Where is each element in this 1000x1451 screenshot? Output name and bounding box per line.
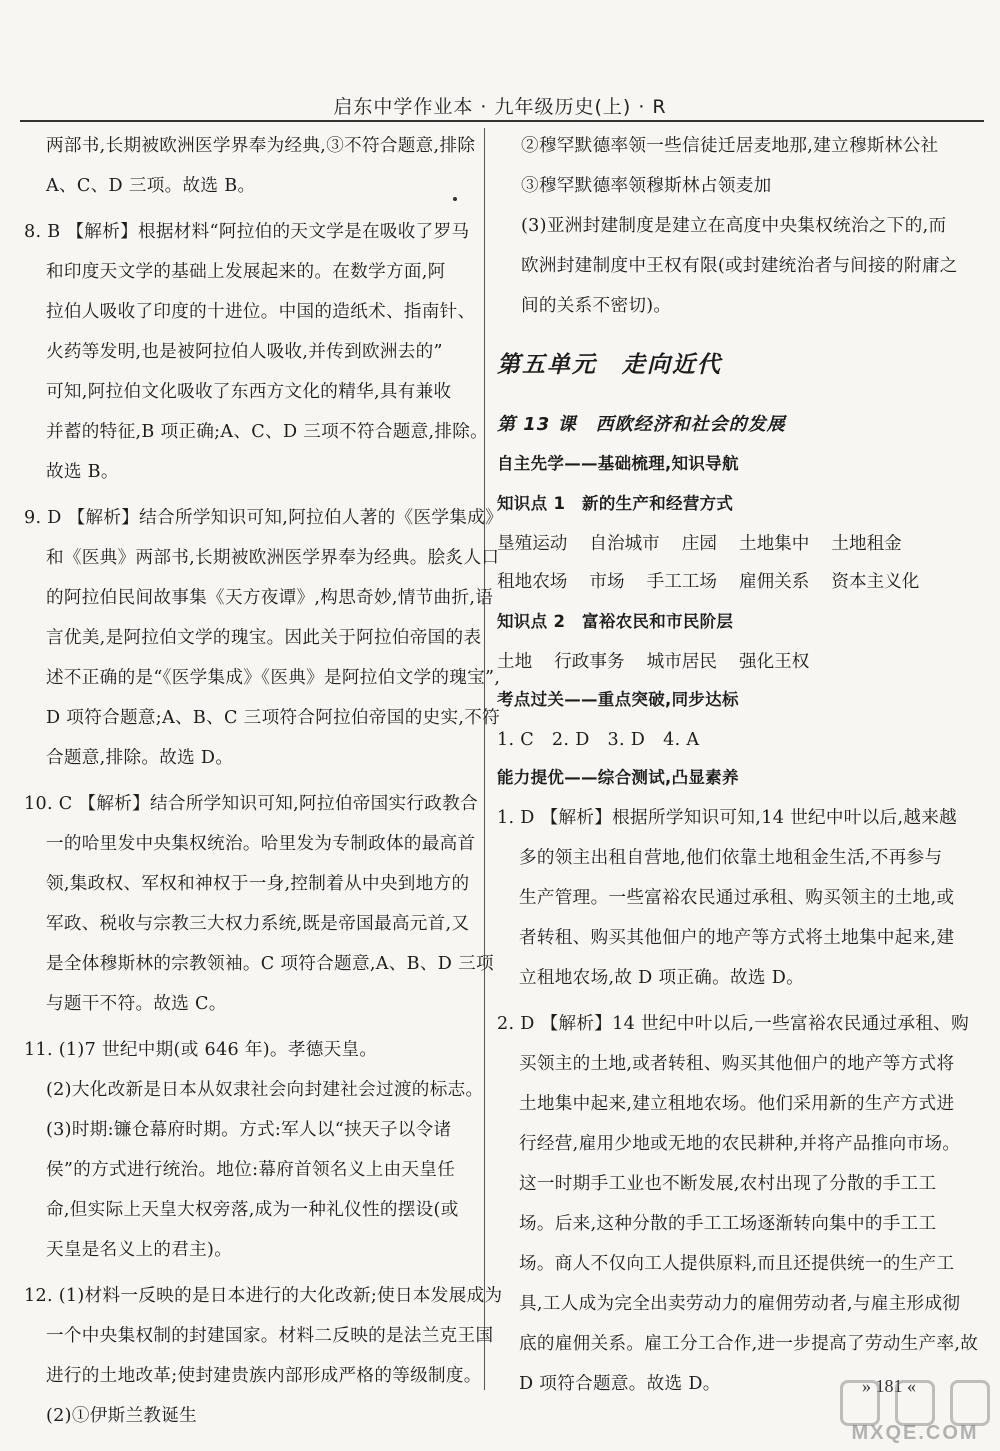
watermark-logo [840,1380,990,1446]
text-line: 的阿拉伯民间故事集《天方夜谭》,构思奇妙,情节曲折,语 [46,588,494,608]
text-line: 间的关系不密切)。 [521,296,672,316]
watermark-seal-icon [840,1380,990,1428]
text-line: 者转租、购买其他佃户的地产等方式将土地集中起来,建 [519,928,955,948]
knowledge-point-heading: 知识点 1 新的生产和经营方式 [497,494,734,513]
term: 行政事务 [554,652,625,672]
text-line: 领,集政权、军权和神权于一身,控制着从中央到地方的 [46,874,470,894]
term: 强化王权 [738,652,810,672]
text-line: A、C、D 三项。故选 B。 [46,176,256,196]
text-line: 立租地农场,故 D 项正确。故选 D。 [519,968,805,988]
unit-title: 第五单元 走向近代 [497,352,722,378]
term: 土地 [497,652,533,672]
text-line: 是全体穆斯林的宗教领袖。C 项符合题意,A、B、D 三项 [46,954,494,974]
text-line: ②穆罕默德率领一些信徒迁居麦地那,建立穆斯林公社 [521,136,939,156]
text-line: 火药等发明,也是被阿拉伯人吸收,并传到欧洲去的” [46,342,443,362]
text-line: 这一时期手工业也不断发展,农村出现了分散的手工工 [519,1174,937,1194]
term: 土地集中 [738,534,810,554]
answer-10-line: 10. C 【解析】结合所学知识可知,阿拉伯帝国实行政教合 [24,794,478,814]
text-line: 故选 B。 [46,462,119,482]
term: 手工工场 [646,572,717,592]
term-row [497,570,941,594]
answer-2-line: 2. D 【解析】14 世纪中叶以后,一些富裕农民通过承租、购 [497,1014,970,1034]
section-heading: 考点过关——重点突破,同步达标 [497,690,739,709]
text-line: 欧洲封建制度中王权有限(或封建统治者与间接的附庸之 [521,256,958,276]
text-line: 命,但实际上天皇大权旁落,成为一种礼仪性的摆设(或 [46,1200,459,1220]
term: 雇佣关系 [738,572,810,592]
term-row [497,650,831,674]
text-line: (2)①伊斯兰教诞生 [46,1406,198,1426]
text-line: 场。商人不仅向工人提供原料,而且还提供统一的生产工 [519,1254,955,1274]
term: 租地农场 [497,572,568,592]
page-header [0,92,1000,122]
term: 自治城市 [589,534,660,554]
term: 市场 [589,572,625,592]
text-line: D 项符合题意。故选 D。 [519,1374,721,1394]
term: 垦殖运动 [497,534,568,554]
text-line: (3)时期:镰仓幕府时期。方式:军人以“挟天子以令诸 [46,1120,452,1140]
text-line: 侯”的方式进行统治。地位:幕府首领名义上由天皇任 [46,1160,456,1180]
answer-9-line: 9. D 【解析】结合所学知识可知,阿拉伯人著的《医学集成》 [24,508,503,528]
term: 庄园 [681,534,717,554]
text-line: 合题意,排除。故选 D。 [46,748,234,768]
text-line: 场。后来,这种分散的手工工场逐渐转向集中的手工工 [519,1214,937,1234]
text-line: 具,工人成为完全出卖劳动力的雇佣劳动者,与雇主形成彻 [519,1294,961,1314]
header-title: 启东中学作业本 · 九年级历史(上) · R [333,96,667,118]
answers-line: 1. C 2. D 3. D 4. A [497,730,700,750]
stray-dot [453,197,457,201]
text-line: (2)大化改新是日本从奴隶社会向封建社会过渡的标志。 [46,1080,484,1100]
text-line: 两部书,长期被欧洲医学界奉为经典,③不符合题意,排除 [46,136,476,156]
text-line: D 项符合题意;A、B、C 三项符合阿拉伯帝国的史实,不符 [46,708,501,728]
text-line: 生产管理。一些富裕农民通过承租、购买领主的土地,或 [519,888,955,908]
section-heading: 自主先学——基础梳理,知识导航 [497,454,739,473]
column-divider [484,128,485,1390]
page-number: » 181 « [862,1376,916,1396]
answer-11-line: 11. (1)7 世纪中期(或 646 年)。孝德天皇。 [24,1040,378,1060]
term: 城市居民 [646,652,717,672]
term-row [497,532,924,556]
text-line: 拉伯人吸收了印度的十进位。中国的造纸术、指南针、 [46,302,476,322]
answer-1-line: 1. D 【解析】根据所学知识可知,14 世纪中叶以后,越来越 [497,808,958,828]
text-line: 底的雇佣关系。雇工分工合作,进一步提高了劳动生产率,故 [519,1334,979,1354]
text-line: 可知,阿拉伯文化吸收了东西方文化的精华,具有兼收 [46,382,452,402]
term: 土地租金 [831,534,902,554]
text-line: ③穆罕默德率领穆斯林占领麦加 [521,176,772,196]
text-line: (3)亚洲封建制度是建立在高度中央集权统治之下的,而 [521,216,947,236]
text-line: 土地集中起来,建立租地农场。他们采用新的生产方式进 [519,1094,955,1114]
text-line: 军政、税收与宗教三大权力系统,既是帝国最高元首,又 [46,914,470,934]
answer-12-line: 12. (1)材料一反映的是日本进行的大化改新;使日本发展成为 [24,1286,503,1306]
text-line: 多的领主出租自营地,他们依靠土地租金生活,不再参与 [519,848,943,868]
text-line: 与题干不符。故选 C。 [46,994,227,1014]
answer-8-line: 8. B 【解析】根据材料“阿拉伯的天文学是在吸收了罗马 [24,222,470,242]
watermark-text: MXQE.COM [851,1422,979,1444]
text-line: 述不正确的是“《医学集成》《医典》是阿拉伯文学的瑰宝”, [46,668,501,688]
section-heading: 能力提优——综合测试,凸显素养 [497,768,739,787]
text-line: 买领主的土地,或者转租、购买其他佃户的地产等方式将 [519,1054,955,1074]
text-line: 言优美,是阿拉伯文学的瑰宝。因此关于阿拉伯帝国的表 [46,628,482,648]
text-line: 和印度天文学的基础上发展起来的。在数学方面,阿 [46,262,446,282]
lesson-title: 第 13 课 西欧经济和社会的发展 [497,414,786,435]
text-line: 一个中央集权制的封建国家。材料二反映的是法兰克王国 [46,1326,494,1346]
term: 资本主义化 [831,572,920,592]
text-line: 天皇是名义上的君主)。 [46,1240,233,1260]
text-line: 并蓄的特征,B 项正确;A、C、D 三项不符合题意,排除。 [46,422,489,442]
header-rule [20,120,984,122]
text-line: 进行的土地改革;使封建贵族内部形成严格的等级制度。 [46,1366,482,1386]
text-line: 和《医典》两部书,长期被欧洲医学界奉为经典。脍炙人口 [46,548,500,568]
text-line: 行经营,雇用少地或无地的农民耕种,并将产品推向市场。 [519,1134,961,1154]
text-line: 一的哈里发中央集权统治。哈里发为专制政体的最高首 [46,834,476,854]
knowledge-point-heading: 知识点 2 富裕农民和市民阶层 [497,612,734,631]
